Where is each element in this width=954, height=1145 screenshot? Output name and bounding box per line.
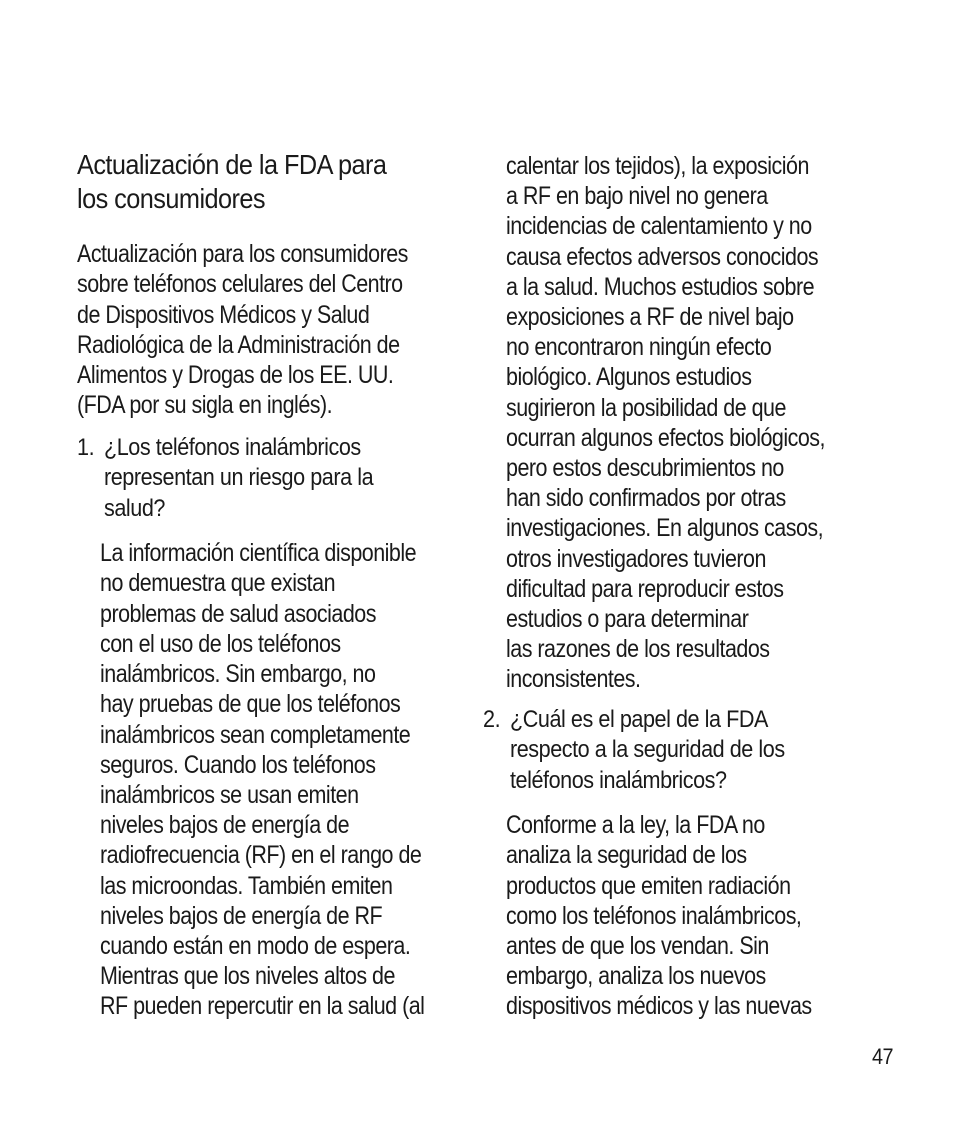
question-line: representan un riesgo para la: [104, 464, 374, 492]
text-line: inalámbricos sean completamente: [100, 720, 411, 749]
text-line: otros investigadores tuvieron: [506, 544, 766, 573]
text-line: embargo, analiza los nuevos: [506, 962, 766, 991]
text-line: con el uso de los teléfonos: [100, 629, 341, 658]
text-line: La información científica disponible: [100, 539, 417, 568]
question-2: [483, 705, 873, 797]
section-title: [77, 148, 463, 216]
text-line: como los teléfonos inalámbricos,: [506, 901, 802, 930]
text-line: Mientras que los niveles altos de: [100, 962, 395, 991]
text-line: niveles bajos de energía de RF: [100, 901, 383, 930]
text-line: pero estos descubrimientos no: [506, 454, 784, 483]
text-line: analiza la seguridad de los: [506, 841, 747, 870]
text-line: biológico. Algunos estudios: [506, 363, 752, 392]
text-line: ocurran algunos efectos biológicos,: [506, 423, 825, 452]
answer-paragraph: [100, 538, 470, 1021]
text-line: productos que emiten radiación: [506, 871, 791, 900]
text-line: cuando están en modo de espera.: [100, 931, 411, 960]
text-line: Alimentos y Drogas de los EE. UU.: [77, 361, 394, 390]
text-line: hay pruebas de que los teléfonos: [100, 690, 401, 719]
question-line: respecto a la seguridad de los: [510, 736, 785, 764]
text-line: inalámbricos. Sin embargo, no: [100, 660, 376, 689]
text-line: dispositivos médicos y las nuevas: [506, 992, 812, 1021]
text-line: Actualización para los consumidores: [77, 240, 408, 268]
text-line: sobre teléfonos celulares del Centro: [77, 270, 403, 299]
text-line: (FDA por su sigla en inglés).: [77, 391, 333, 420]
text-line: Conforme a la ley, la FDA no: [506, 811, 765, 840]
text-line: dificultad para reproducir estos: [506, 574, 784, 603]
text-line: a RF en bajo nivel no genera: [506, 182, 768, 211]
answer-paragraph-continued: [506, 151, 876, 695]
text-line: Radiológica de la Administración de: [77, 330, 400, 359]
text-line: calentar los tejidos), la exposición: [506, 152, 809, 180]
text-line: no encontraron ningún efecto: [506, 333, 772, 362]
right-column: [483, 151, 873, 1022]
text-line: problemas de salud asociados: [100, 599, 376, 628]
title-line: Actualización de la FDA para: [77, 149, 387, 180]
text-line: exposiciones a RF de nivel bajo: [506, 303, 794, 332]
text-line: radiofrecuencia (RF) en el rango de: [100, 841, 422, 870]
question-1: [77, 433, 467, 525]
text-line: no demuestra que existan: [100, 569, 336, 598]
question-line: ¿Los teléfonos inalámbricos: [104, 433, 361, 461]
text-line: inconsistentes.: [506, 665, 641, 694]
answer-paragraph: [506, 810, 876, 1021]
text-line: RF pueden repercutir en la salud (al: [100, 992, 425, 1021]
text-line: estudios o para determinar: [506, 605, 749, 634]
question-number: 2.: [483, 705, 501, 733]
text-line: incidencias de calentamiento y no: [506, 212, 812, 241]
title-line: los consumidores: [77, 183, 266, 214]
text-line: las microondas. También emiten: [100, 871, 393, 900]
text-line: han sido confirmados por otras: [506, 484, 786, 513]
text-line: las razones de los resultados: [506, 635, 770, 664]
text-line: antes de que los vendan. Sin: [506, 931, 769, 960]
question-line: salud?: [104, 494, 165, 522]
text-line: causa efectos adversos conocidos: [506, 242, 819, 271]
page-number: 47: [872, 1044, 894, 1069]
text-line: a la salud. Muchos estudios sobre: [506, 272, 815, 301]
question-line: teléfonos inalámbricos?: [510, 766, 727, 794]
text-line: investigaciones. En algunos casos,: [506, 514, 824, 543]
text-line: seguros. Cuando los teléfonos: [100, 750, 376, 779]
text-line: sugirieron la posibilidad de que: [506, 393, 786, 422]
question-heading: [510, 705, 834, 797]
question-number: 1.: [77, 433, 95, 461]
text-line: inalámbricos se usan emiten: [100, 780, 359, 809]
question-line: ¿Cuál es el papel de la FDA: [510, 705, 768, 733]
left-column: [77, 148, 467, 1022]
question-heading: [104, 433, 428, 525]
intro-paragraph: [77, 239, 455, 421]
text-line: de Dispositivos Médicos y Salud: [77, 300, 370, 329]
text-line: niveles bajos de energía de: [100, 811, 350, 840]
